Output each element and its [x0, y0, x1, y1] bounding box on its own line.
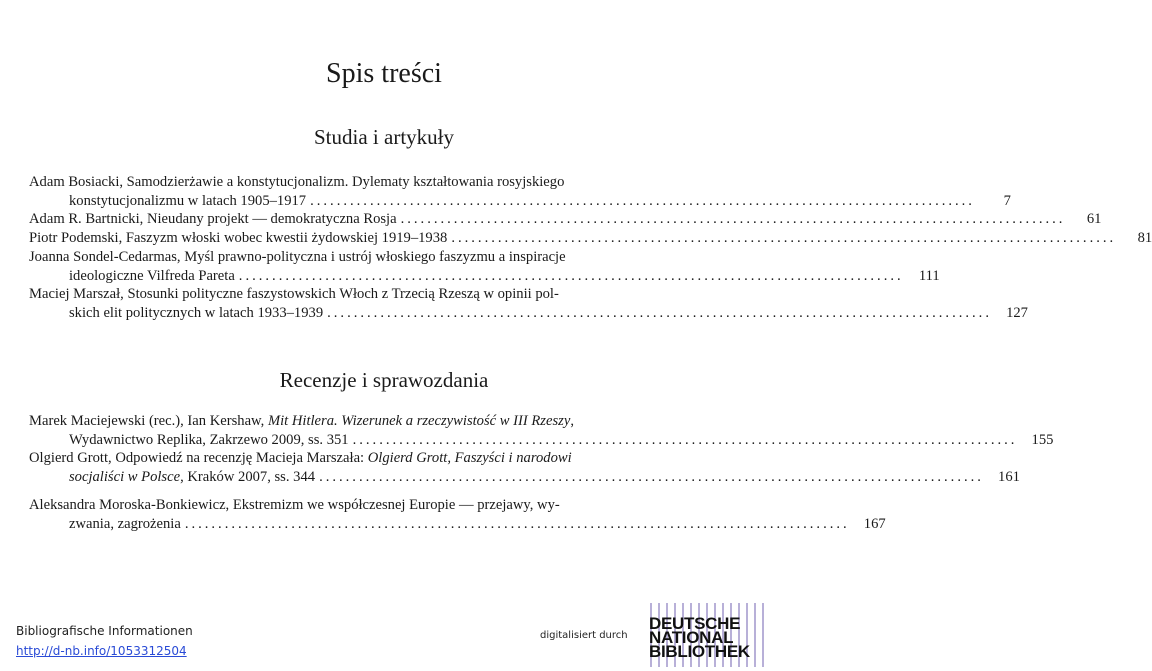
toc-entry[interactable] [29, 285, 1028, 322]
toc-entry[interactable] [29, 229, 1152, 248]
toc-entry[interactable] [29, 449, 1020, 486]
toc-entry-line1: Adam Bosiacki, Samodzierżawie a konstytucjonalizm. Dylematy kształtowania rosyjskiego [29, 174, 565, 190]
toc-entry-line1-pre: Marek Maciejewski (rec.), Ian Kershaw, [29, 413, 268, 429]
toc-entry-line2: Wydawnictwo Replika, Zakrzewo 2009, ss. 351 [69, 431, 349, 448]
dot-leader: .................................................................................................... [327, 304, 992, 321]
toc-entry-line1: Adam R. Bartnicki, Nieudany projekt — demokratyczna Rosja [29, 211, 397, 228]
dnb-logo[interactable] [647, 603, 765, 667]
toc-entry-line1: Piotr Podemski, Faszyzm włoski wobec kwestii żydowskiej 1919–1938 [29, 230, 448, 247]
logo-line-3: BIBLIOTHEK [649, 642, 750, 661]
page-number: 167 [863, 515, 886, 532]
bibliographic-info [16, 621, 193, 661]
page-number: 155 [1031, 431, 1054, 448]
logo-line-2: NATIONAL [649, 628, 734, 647]
dot-leader: .................................................................................................... [319, 469, 984, 486]
section-heading-recenzje: Recenzje i sprawozdania [279, 368, 489, 392]
page-title: Spis treści [326, 58, 442, 89]
toc-entry[interactable] [29, 248, 940, 285]
toc-entry-line2: ideologiczne Vilfreda Pareta [69, 267, 235, 284]
toc-entry-line2: skich elit politycznych w latach 1933–1939 [69, 304, 324, 321]
toc-entry-line1: Joanna Sondel-Cedarmas, Myśl prawno-polityczna i ustrój włoskiego faszyzmu a inspiracje [29, 248, 566, 265]
dot-leader: .................................................................................................... [451, 230, 1117, 247]
logo-line-1: DEUTSCHE [649, 614, 741, 633]
page-number: 127 [1006, 304, 1028, 321]
bibliographic-info-link[interactable]: http://d-nb.info/1053312504 [16, 644, 187, 658]
dot-leader: .................................................................................................... [184, 515, 850, 532]
toc-entry-line1-italic: Olgierd Grott, Faszyści i narodowi [367, 450, 572, 467]
dot-leader: .................................................................................................... [310, 192, 975, 209]
toc-entry-line1-post: , [570, 413, 574, 429]
page-number: 161 [998, 469, 1020, 486]
dot-leader: .................................................................................................... [352, 431, 1018, 448]
digitized-by-label: digitalisiert durch [540, 630, 628, 641]
toc-entry[interactable] [29, 496, 886, 533]
page-number: 111 [918, 267, 940, 284]
toc-list-studia [29, 173, 1152, 323]
logo-text [649, 614, 750, 661]
toc-entry-line1-italic: Mit Hitlera. Wizerunek a rzeczywistość w III Rzeszy [267, 413, 571, 429]
bibliographic-info-label: Bibliografische Informationen [16, 624, 193, 638]
toc-entry[interactable] [29, 412, 1054, 449]
toc-entry[interactable] [29, 173, 1011, 210]
toc-entry-line1-pre: Olgierd Grott, Odpowiedź na recenzję Macieja Marszała: [29, 450, 368, 467]
toc-entry[interactable] [29, 210, 1102, 229]
toc-entry-line1: Aleksandra Moroska-Bonkiewicz, Ekstremizm we współczesnej Europie — przejawy, wy- [29, 496, 560, 513]
toc-entry-line1 [29, 412, 737, 431]
page-number: 61 [1086, 211, 1102, 228]
page-number: 7 [1003, 192, 1011, 209]
toc-entry-line2: konstytucjonalizmu w latach 1905–1917 [69, 192, 307, 209]
section-heading-studia: Studia i artykuły [314, 125, 454, 149]
toc-entry-line1 [29, 449, 737, 468]
toc-entry-line2-post: , Kraków 2007, ss. 344 [180, 469, 316, 486]
toc-list-recenzje [29, 412, 1054, 533]
dot-leader: .................................................................................................... [238, 267, 904, 284]
toc-entry-line2 [69, 468, 315, 487]
toc-entry-line1: Maciej Marszał, Stosunki polityczne faszystowskich Włoch z Trzecią Rzeszą w opinii pol- [29, 286, 559, 303]
toc-entry-line2: zwania, zagrożenia [69, 515, 181, 532]
page-number: 81 [1137, 230, 1152, 247]
toc-entry-line2-italic: socjaliści w Polsce [69, 469, 181, 486]
dot-leader: .................................................................................................... [400, 211, 1066, 228]
